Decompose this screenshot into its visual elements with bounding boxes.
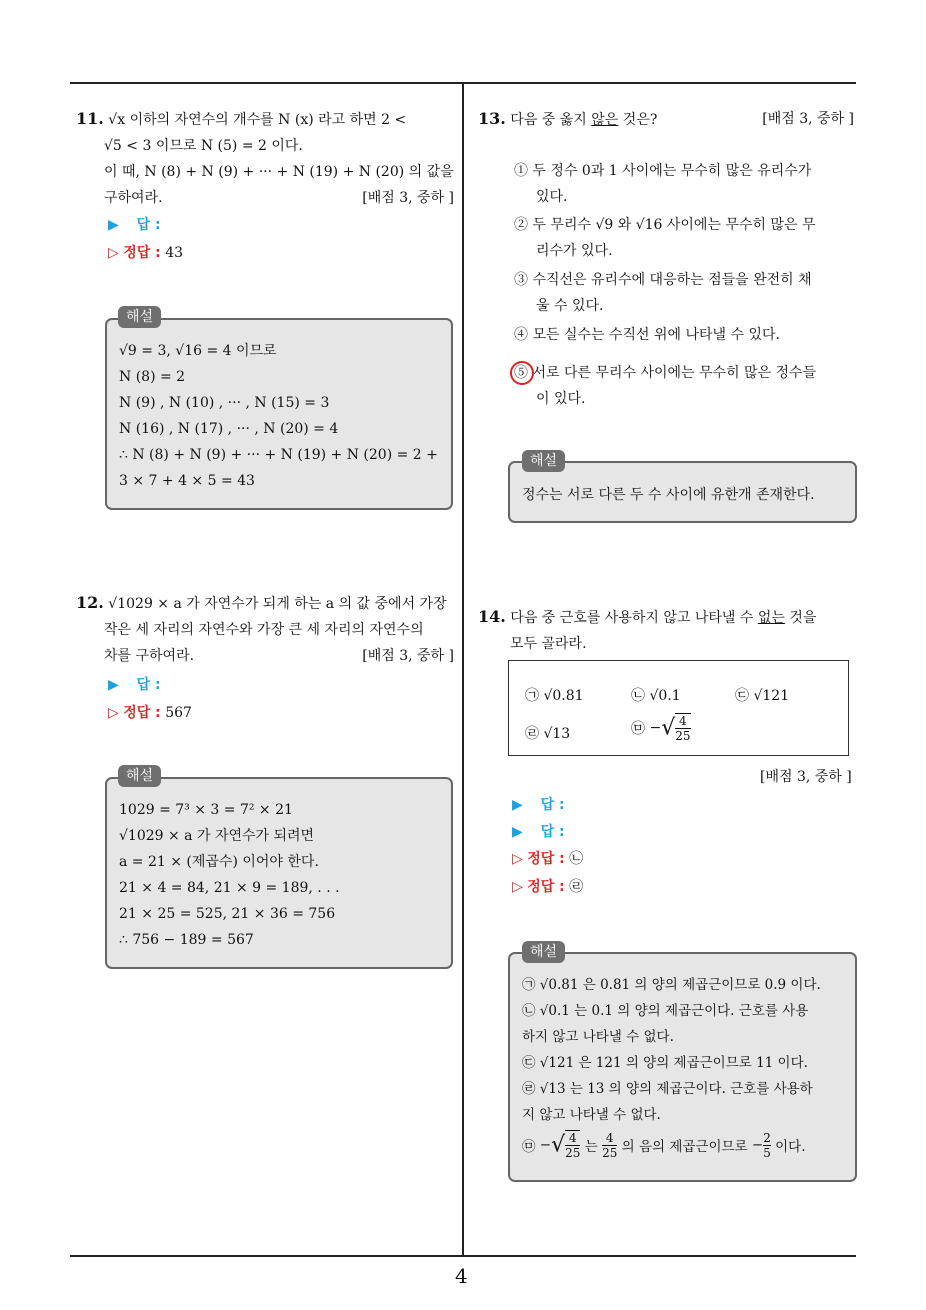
option-text: 두 정수 0과 1 사이에는 무수히 많은 유리수가	[532, 163, 812, 179]
sign: −	[751, 1137, 764, 1153]
solution-line: 3 × 7 + 4 × 5 = 43	[119, 473, 255, 489]
blue-triangle-icon: ▶	[512, 797, 523, 813]
choice-mark: ㉡	[631, 688, 645, 704]
q11-stem	[76, 106, 454, 211]
blue-triangle-icon: ▶	[108, 217, 119, 233]
solution-line: N (9) , N (10) , ··· , N (15) = 3	[119, 395, 330, 411]
q12-solution-tag: 해설	[118, 765, 161, 787]
q11-number: 11.	[76, 109, 104, 128]
option-mark: ①	[514, 163, 528, 179]
q14-choice-b[interactable]	[631, 683, 681, 709]
q11-line2: √5 < 3 이므로 N (5) = 2 이다.	[104, 138, 303, 154]
sqrt-icon: √	[551, 1132, 566, 1158]
bottom-rule	[70, 1255, 856, 1257]
q14-number: 14.	[478, 607, 506, 626]
q14-stem-line2: 모두 골라라.	[510, 636, 587, 652]
option-text: 수직선은 유리수에 대응하는 점들을 완전히 채	[532, 272, 812, 288]
q13-solution-text: 정수는 서로 다른 두 수 사이에 유한개 존재한다.	[522, 487, 815, 503]
q13-option-2[interactable]	[514, 212, 854, 264]
solution-line: √1029 × a 가 자연수가 되려면	[119, 828, 315, 844]
choice-expr: √0.1	[649, 688, 681, 704]
choice-expr: √121	[753, 688, 790, 704]
option-text: 두 무리수 √9 와 √16 사이에는 무수히 많은 무	[532, 217, 816, 233]
option-text: 서로 다른 무리수 사이에는 무수히 많은 정수들	[532, 365, 817, 381]
option-mark: ⑤	[514, 365, 528, 381]
q11-solution-tag: 해설	[118, 306, 161, 328]
option-text: 모든 실수는 수직선 위에 나타낼 수 있다.	[532, 327, 780, 343]
q12-line1: √1029 × a 가 자연수가 되게 하는 a 의 값 중에서 가장	[108, 596, 447, 612]
solution-line: 21 × 25 = 525, 21 × 36 = 756	[119, 906, 336, 922]
q12-correct-row	[108, 700, 192, 726]
red-triangle-outline-icon: ▷	[512, 851, 523, 867]
q14-choice-e[interactable]	[631, 713, 691, 743]
choice-mark: ㉤	[522, 1139, 536, 1155]
solution-line: N (16) , N (17) , ··· , N (20) = 4	[119, 421, 339, 437]
q11-correct-label: 정답 :	[123, 245, 161, 261]
option-text-cont: 이 있다.	[536, 391, 586, 407]
sign: −	[539, 1137, 552, 1153]
option-mark: ③	[514, 272, 528, 288]
q12-stem	[76, 590, 454, 669]
q12-answer-row	[108, 672, 161, 698]
q14-solution-lines	[522, 972, 821, 1160]
q12-line3: 차를 구하여라.	[104, 648, 195, 664]
option-mark: ④	[514, 327, 528, 343]
sqrt-icon: √	[661, 715, 676, 741]
solution-line: √9 = 3, √16 = 4 이므로	[119, 343, 277, 359]
blue-triangle-icon: ▶	[512, 824, 523, 840]
q12-correct-label: 정답 :	[123, 705, 161, 721]
solution-line: ∴ 756 − 189 = 567	[119, 932, 254, 948]
frac-num: 4	[565, 1131, 580, 1146]
q14-correct-row-2	[512, 874, 583, 900]
choice-mark: ㉣	[525, 726, 539, 742]
solution-line: N (8) = 2	[119, 369, 186, 385]
answer-circle-icon	[510, 361, 534, 385]
solution-line: ㉣ √13 는 13 의 양의 제곱근이다. 근호를 사용하	[522, 1081, 813, 1097]
q13-stem-after: 것은?	[618, 112, 658, 128]
solution-line: 하지 않고 나타낼 수 없다.	[522, 1029, 674, 1045]
option-text-cont: 있다.	[536, 189, 568, 205]
frac-num: 2	[763, 1130, 771, 1145]
q13-option-3[interactable]	[514, 267, 854, 319]
q13-option-1[interactable]	[514, 158, 854, 210]
q14-solution-tag: 해설	[522, 941, 565, 963]
choice-mark: ㉤	[631, 721, 645, 737]
q13-option-5[interactable]	[514, 360, 854, 412]
q14-choice-d[interactable]	[525, 721, 570, 747]
q14-stem-after: 것을	[784, 610, 817, 626]
q12-solution-box	[105, 777, 453, 969]
option-text-cont: 리수가 있다.	[536, 243, 613, 259]
q11-correct-value: 43	[165, 245, 184, 261]
q14-answer-label: 답 :	[540, 797, 565, 813]
solution-line: ㉡ √0.1 는 0.1 의 양의 제곱근이다. 근호를 사용	[522, 1003, 809, 1019]
q14-solution-box	[508, 952, 857, 1182]
solution-line: ㉠ √0.81 은 0.81 의 양의 제곱근이므로 0.9 이다.	[522, 977, 821, 993]
q13-stem-before: 다음 중 옳지	[510, 112, 592, 128]
q14-answer-row-1	[512, 792, 565, 818]
page-number: 4	[455, 1264, 468, 1288]
q14-meta: [배점 3, 중하 ]	[760, 769, 852, 785]
q14-correct-row-1	[512, 846, 583, 872]
solution-line: 21 × 4 = 84, 21 × 9 = 189, . . .	[119, 880, 340, 896]
solution-line: a = 21 × (제곱수) 이어야 한다.	[119, 854, 319, 870]
choice-sign: −	[649, 720, 662, 736]
q11-line3: 이 때, N (8) + N (9) + ··· + N (19) + N (20) 의 값을	[104, 164, 454, 180]
q12-number: 12.	[76, 593, 104, 612]
q11-line4: 구하여라.	[104, 190, 163, 206]
q14-answer-row-2	[512, 819, 565, 845]
blue-triangle-icon: ▶	[108, 677, 119, 693]
frac-num: 4	[602, 1131, 617, 1146]
choice-expr: √13	[543, 726, 571, 742]
q14-correct-label: 정답 :	[527, 879, 565, 895]
q13-solution-tag: 해설	[522, 450, 565, 472]
frac-den: 25	[675, 729, 691, 743]
q12-meta: [배점 3, 중하 ]	[362, 648, 454, 664]
option-mark: ②	[514, 217, 528, 233]
solution-line: 지 않고 나타낼 수 없다.	[522, 1107, 661, 1123]
solution-line: 1029 = 7³ × 3 = 7² × 21	[119, 802, 293, 818]
q11-meta: [배점 3, 중하 ]	[362, 190, 454, 206]
choice-mark: ㉠	[525, 688, 539, 704]
red-triangle-outline-icon: ▷	[108, 245, 119, 261]
frac-num: 4	[675, 714, 690, 729]
text: 이다.	[775, 1139, 806, 1155]
q14-correct-label: 정답 :	[527, 851, 565, 867]
q14-choice-a[interactable]	[525, 683, 584, 709]
frac-den: 25	[565, 1146, 581, 1160]
q14-stem-underlined: 없는	[757, 610, 785, 626]
q13-stem	[478, 106, 854, 133]
q13-stem-underlined: 않은	[591, 112, 619, 128]
q11-answer-row	[108, 212, 161, 238]
column-divider	[462, 84, 464, 1256]
red-triangle-outline-icon: ▷	[108, 705, 119, 721]
choice-mark: ㉢	[735, 688, 749, 704]
q11-correct-row	[108, 240, 183, 266]
q11-solution-box	[105, 318, 453, 510]
q11-solution-lines	[119, 338, 438, 494]
q12-line2: 작은 세 자리의 자연수와 가장 큰 세 자리의 자연수의	[104, 622, 424, 638]
q14-correct-value: ㉡	[569, 851, 584, 867]
q14-answer-label: 답 :	[540, 824, 565, 840]
solution-line: ㉢ √121 은 121 의 양의 제곱근이므로 11 이다.	[522, 1055, 808, 1071]
text: 의 음의 제곱근이므로	[621, 1139, 748, 1155]
q14-correct-value: ㉣	[569, 879, 584, 895]
frac-den: 5	[763, 1145, 771, 1160]
q12-correct-value: 567	[165, 705, 192, 721]
q11-line1: √x 이하의 자연수의 개수를 N (x) 라고 하면 2 <	[108, 112, 407, 128]
q12-solution-lines	[119, 797, 340, 953]
text: 는	[584, 1139, 598, 1155]
q14-stem	[478, 604, 858, 657]
option-text-cont: 울 수 있다.	[536, 298, 604, 314]
q13-number: 13.	[478, 109, 506, 128]
q14-choice-c[interactable]	[735, 683, 789, 709]
q14-stem-before: 다음 중 근호를 사용하지 않고 나타낼 수	[510, 610, 758, 626]
q11-answer-label: 답 :	[136, 217, 161, 233]
q14-choice-box	[508, 660, 849, 756]
q13-option-4[interactable]	[514, 322, 854, 348]
q12-answer-label: 답 :	[136, 677, 161, 693]
solution-line-last	[522, 1130, 821, 1160]
choice-expr: √0.81	[543, 688, 584, 704]
frac-den: 25	[602, 1145, 618, 1160]
red-triangle-outline-icon: ▷	[512, 879, 523, 895]
q13-meta: [배점 3, 중하 ]	[762, 111, 854, 127]
solution-line: ∴ N (8) + N (9) + ··· + N (19) + N (20) = 2 +	[119, 447, 438, 463]
